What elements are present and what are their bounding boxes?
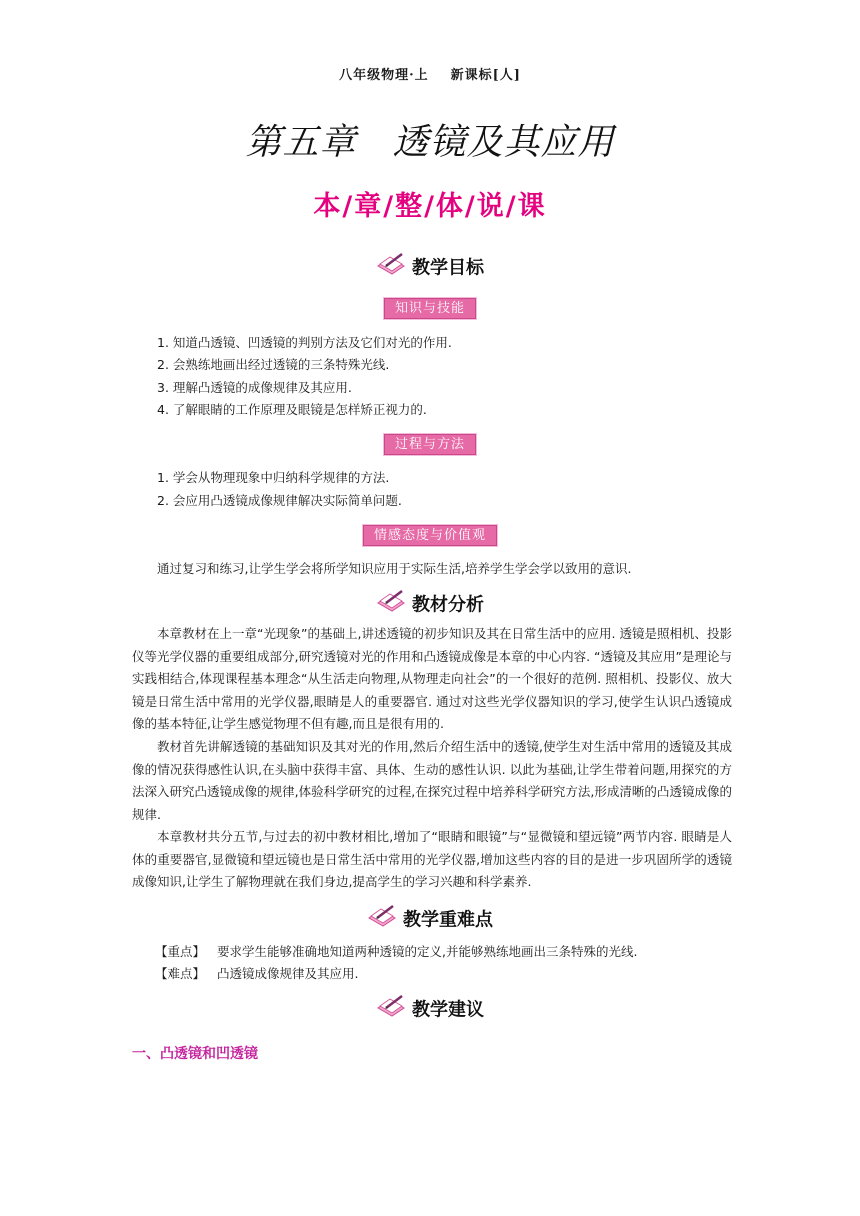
pencil-notebook-icon bbox=[367, 904, 397, 933]
difficult-label: 【难点】 bbox=[155, 966, 206, 981]
chapter-number: 第五章 bbox=[245, 122, 357, 163]
heading-text: 教材分析 bbox=[412, 594, 484, 616]
knowledge-item-1: 1. 知道凸透镜、凹透镜的判别方法及它们对光的作用. bbox=[157, 335, 452, 350]
heading-teaching-goals bbox=[0, 252, 860, 281]
heading-text: 教学目标 bbox=[412, 257, 484, 279]
emotion-text: 通过复习和练习,让学生学会将所学知识应用于实际生活,培养学生学会学以致用的意识. bbox=[157, 561, 632, 576]
running-header bbox=[0, 64, 860, 83]
pencil-notebook-icon bbox=[376, 589, 406, 618]
key-label: 【重点】 bbox=[155, 944, 206, 959]
analysis-paragraph-2: 教材首先讲解透镜的基础知识及其对光的作用,然后介绍生活中的透镜,使学生对生活中常用的透镜及其成像的情况获得感性认识,在头脑中获得丰富、具体、生动的感性认识. 以此为基础,让学生带着问题,用探究的方法深入研究凸透镜成像的规律,体验科学研究的过程,在探究过程中培养科学研究方法,形成清晰的凸透镜成像的规律. bbox=[132, 739, 732, 822]
key-point-row bbox=[155, 942, 637, 960]
knowledge-item-2: 2. 会熟练地画出经过透镜的三条特殊光线. bbox=[157, 357, 390, 372]
pencil-notebook-icon bbox=[376, 252, 406, 281]
tag-label: 过程与方法 bbox=[384, 434, 476, 455]
knowledge-item-4: 4. 了解眼睛的工作原理及眼镜是怎样矫正视力的. bbox=[157, 402, 427, 417]
tag-emotion-values bbox=[0, 524, 860, 546]
heading-text: 教学重难点 bbox=[403, 909, 493, 931]
heading-key-difficult bbox=[0, 904, 860, 933]
pencil-notebook-icon bbox=[376, 994, 406, 1023]
tag-label: 知识与技能 bbox=[384, 298, 476, 319]
process-item-1: 1. 学会从物理现象中归纳科学规律的方法. bbox=[157, 470, 390, 485]
knowledge-item-3: 3. 理解凸透镜的成像规律及其应用. bbox=[157, 380, 352, 395]
tag-process-method bbox=[0, 433, 860, 455]
heading-material-analysis bbox=[0, 589, 860, 618]
analysis-paragraph-3: 本章教材共分五节,与过去的初中教材相比,增加了“眼睛和眼镜”与“显微镜和望远镜”两节内容. 眼睛是人体的重要器官,显微镜和望远镜也是日常生活中常用的光学仪器,增加这些内容的目的是进一步巩固所学的透镜成像知识,让学生了解物理就在我们身边,提高学生的学习兴趣和科学素养. bbox=[132, 829, 732, 889]
chapter-name: 透镜及其应用 bbox=[392, 122, 615, 163]
heading-teaching-suggestions bbox=[0, 994, 860, 1023]
difficult-text: 凸透镜成像规律及其应用. bbox=[217, 966, 359, 981]
tag-label: 情感态度与价值观 bbox=[363, 525, 497, 546]
process-item-2: 2. 会应用凸透镜成像规律解决实际简单问题. bbox=[157, 493, 402, 508]
header-edition: 新课标[人] bbox=[450, 68, 521, 83]
section-banner: 本/章/整/体/说/课 bbox=[313, 191, 547, 222]
tag-knowledge-skills bbox=[0, 297, 860, 319]
chapter-title bbox=[0, 114, 860, 165]
difficult-point-row bbox=[155, 964, 358, 982]
subsection-convex-concave: 一、凸透镜和凹透镜 bbox=[132, 1046, 258, 1062]
header-grade: 八年级物理·上 bbox=[339, 68, 429, 83]
analysis-paragraph-1: 本章教材在上一章“光现象”的基础上,讲述透镜的初步知识及其在日常生活中的应用. 透镜是照相机、投影仪等光学仪器的重要组成部分,研究透镜对光的作用和凸透镜成像是本章的中心内容. “透镜及其应用”是理论与实践相结合,体现课程基本理念“从生活走向物理,从物理走向社会”的一个很好的范例. 照相机、投影仪、放大镜是日常生活中常用的光学仪器,眼睛是人的重要器官. 通过对这些光学仪器知识的学习,使学生认识凸透镜成像的基本特征,让学生感觉物理不但有趣,而且是很有用的. bbox=[132, 626, 732, 731]
key-text: 要求学生能够准确地知道两种透镜的定义,并能够熟练地画出三条特殊的光线. bbox=[217, 944, 638, 959]
heading-text: 教学建议 bbox=[412, 999, 484, 1021]
